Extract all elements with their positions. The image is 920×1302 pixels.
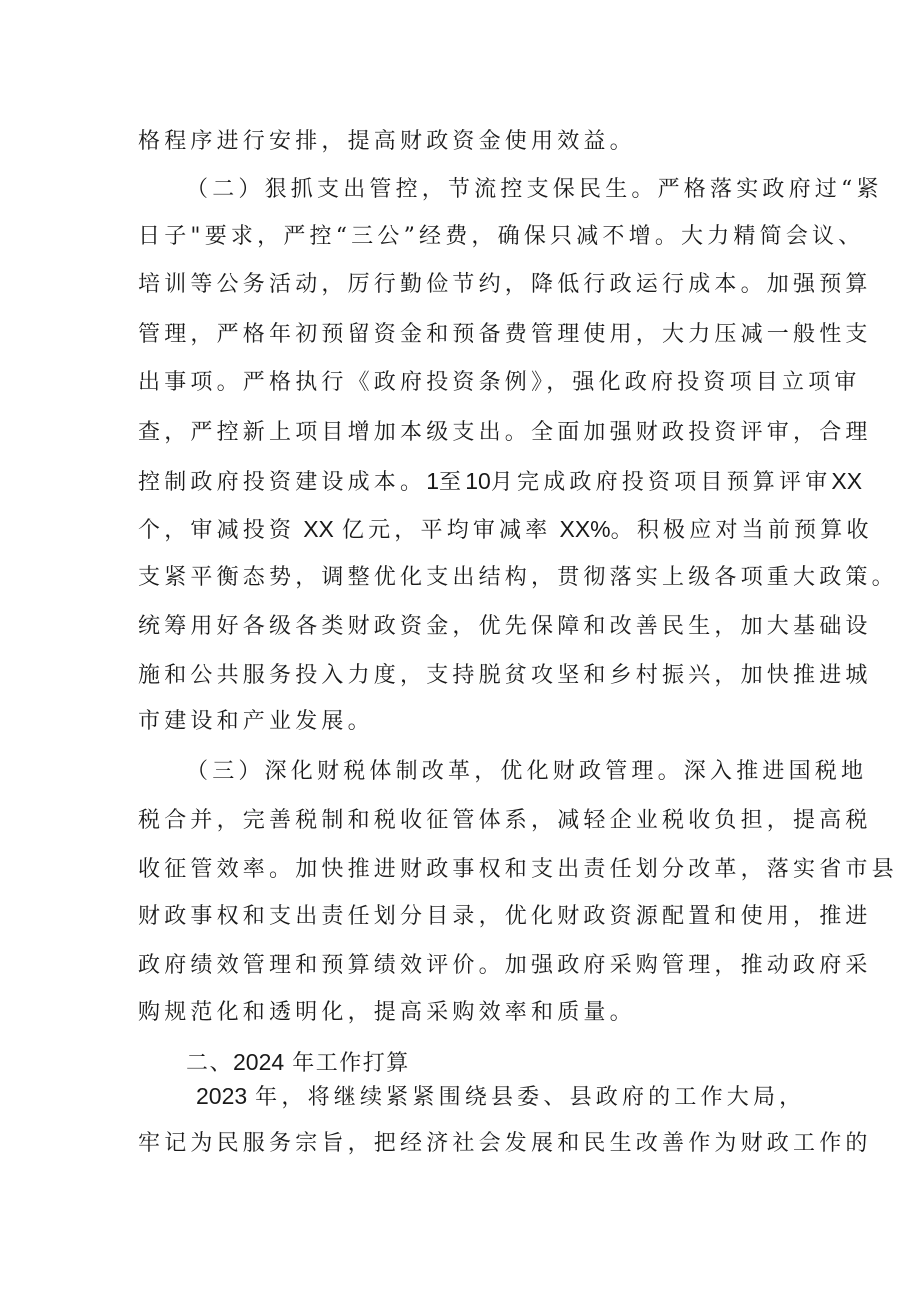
paragraph-line: 培训等公务活动，厉行勤俭节约，降低行政运行成本。加强预算 <box>138 272 872 297</box>
paragraph-line: 政府绩效管理和预算绩效评价。加强政府采购管理，推动政府采 <box>138 953 872 978</box>
paragraph-line: 购规范化和透明化，提高采购效率和质量。 <box>138 1000 636 1025</box>
paragraph-line: 格程序进行安排，提高财政资金使用效益。 <box>138 129 636 154</box>
line-text: 个，审减投资 <box>138 518 296 543</box>
paragraph-line: 市建设和产业发展。 <box>138 709 374 734</box>
line-text: 月完成政府投资项目预算评审 <box>490 470 832 495</box>
paragraph-line: 管理，严格年初预留资金和预备费管理使用，大力压减一般性支 <box>138 322 872 347</box>
line-text: 控制政府投资建设成本。 <box>138 470 427 495</box>
line-text: 。积极应对当前预算收 <box>610 518 873 543</box>
paragraph-line: 日子"要求，严控“三公”经费，确保只减不增。大力精简会议、 <box>138 224 865 249</box>
line-text: 亿元，平均审减率 <box>341 518 552 543</box>
paragraph-line: 出事项。严格执行《政府投资条例》，强化政府投资项目立项审 <box>138 370 861 395</box>
number-text: 1 <box>426 468 439 494</box>
paragraph-line: 查，严控新上项目增加本级支出。全面加强财政投资评审，合理 <box>138 420 872 445</box>
number-text: 10 <box>465 468 491 494</box>
year-text: 2023 <box>196 1083 248 1109</box>
paragraph-line <box>138 514 873 544</box>
paragraph-line: 牢记为民服务宗旨，把经济社会发展和民生改善作为财政工作的 <box>138 1131 872 1156</box>
paragraph-line: 税合并，完善税制和税收征管体系，减轻企业税收负担，提高税 <box>138 808 872 833</box>
paragraph-line: （三）深化财税体制改革，优化财政管理。深入推进国税地 <box>186 759 868 784</box>
line-text: 年，将继续紧紧围绕县委、县政府的工作大局， <box>255 1085 806 1110</box>
paragraph-line: 收征管效率。加快推进财政事权和支出责任划分改革，落实省市县 <box>138 857 898 882</box>
paragraph-line: （二）狠抓支出管控，节流控支保民生。严格落实政府过“紧 <box>186 177 883 202</box>
paragraph-line <box>138 466 863 496</box>
placeholder-text: XX <box>303 516 334 542</box>
paragraph-line: 施和公共服务投入力度，支持脱贫攻坚和乡村振兴，加快推进城 <box>138 663 872 688</box>
line-text: 至 <box>439 470 466 495</box>
paragraph-line <box>196 1081 806 1111</box>
section-heading <box>186 1047 846 1077</box>
paragraph-line: 支紧平衡态势，调整优化支出结构，贯彻落实上级各项重大政策。 <box>138 565 898 590</box>
placeholder-text: XX% <box>559 516 611 542</box>
heading-text: 年工作打算 <box>292 1051 410 1076</box>
paragraph-line: 财政事权和支出责任划分目录，优化财政资源配置和使用，推进 <box>138 904 872 929</box>
paragraph-line: 统筹用好各级各类财政资金，优先保障和改善民生，加大基础设 <box>138 614 872 639</box>
heading-text: 二、 <box>186 1051 234 1076</box>
heading-year: 2024 <box>233 1049 285 1075</box>
placeholder-text: XX <box>831 468 863 494</box>
